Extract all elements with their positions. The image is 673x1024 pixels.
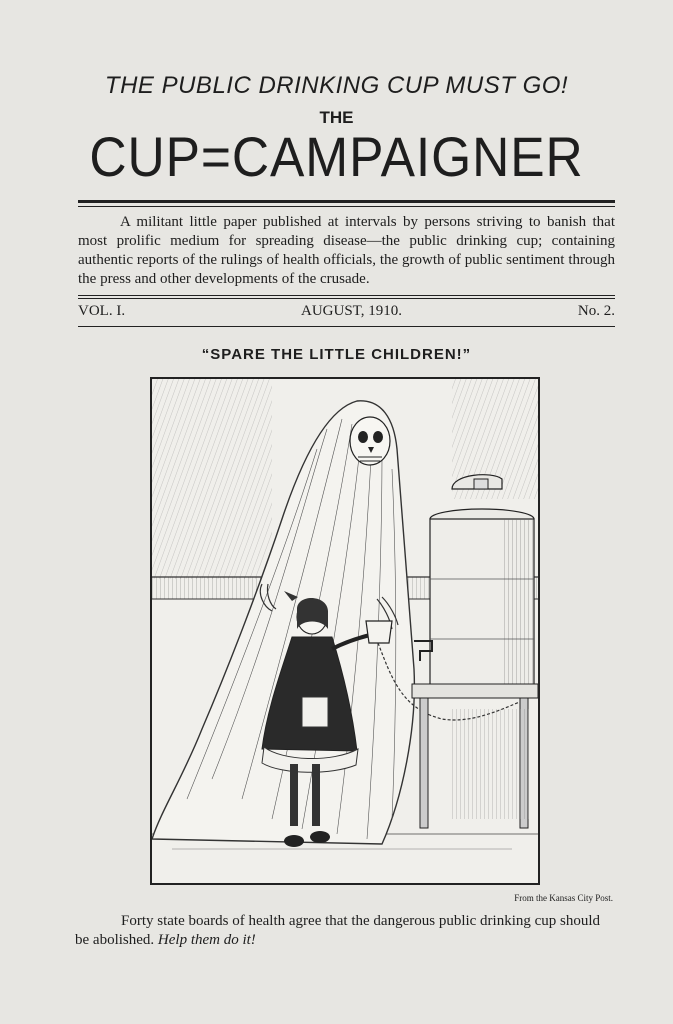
drinking-cup (366, 621, 392, 643)
background-hatching (152, 379, 272, 579)
illustration-title: “SPARE THE LITTLE CHILDREN!” (201, 346, 472, 363)
volume-number: VOL. I. (78, 303, 126, 319)
death-and-child-illustration (152, 379, 538, 883)
child-book (302, 697, 328, 727)
masthead-rule-thick (78, 200, 615, 203)
slogan: THE PUBLIC DRINKING CUP MUST GO! (104, 72, 569, 99)
footer-text: Forty state boards of health agree that the dangerous public drinking cup should be abolished. (75, 913, 601, 948)
illustration-frame (150, 377, 540, 885)
skull (350, 417, 390, 465)
issue-rule-top (78, 295, 615, 296)
illustration-credit: From the Kansas City Post. (514, 893, 613, 903)
water-cooler (412, 475, 538, 828)
issue-date: AUGUST, 1910. (301, 303, 402, 319)
masthead-rule-thin (78, 206, 615, 207)
issue-rule-bottom (78, 326, 615, 327)
footer-paragraph (75, 912, 615, 950)
cooler-spigot (414, 641, 432, 661)
issue-number: No. 2. (577, 303, 615, 319)
issue-line (78, 303, 615, 320)
issue-rule-top-2 (78, 298, 615, 299)
intro-paragraph: A militant little paper published at intervals by persons striving to banish that most prolific medium for spreading disease—the public drinking cup; containing authentic reports of the rulings of health officials, the growth of public sentiment through the press and other developments of the crusade. (78, 214, 615, 287)
masthead-title: CUP=CAMPAIGNER (89, 125, 584, 188)
footer-call-to-action: Help them do it! (157, 932, 256, 948)
masthead-article: THE (319, 108, 354, 127)
